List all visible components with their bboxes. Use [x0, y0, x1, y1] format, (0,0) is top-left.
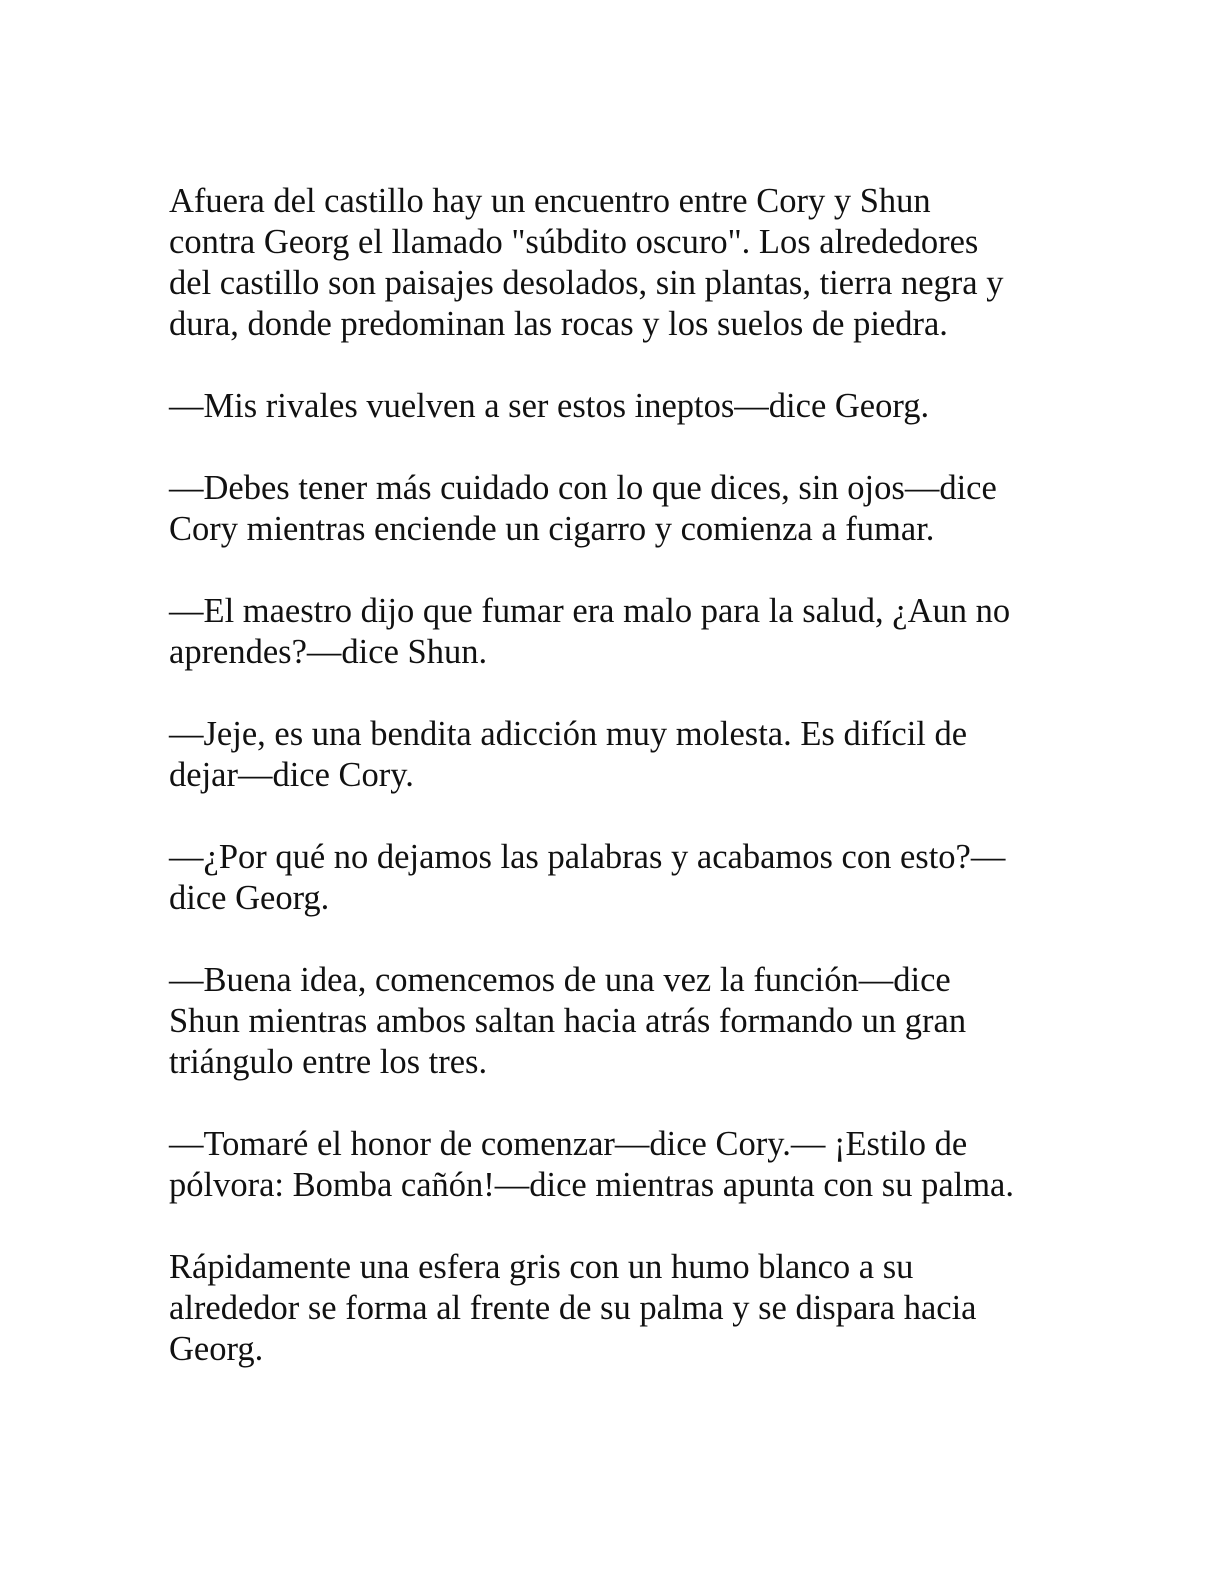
text-line: —¿Por qué no dejamos las palabras y acabamos con esto?— — [169, 838, 1006, 876]
text-line: Georg. — [169, 1330, 264, 1368]
text-line: del castillo son paisajes desolados, sin plantas, tierra negra y — [169, 264, 1004, 302]
text-line: —Buena idea, comencemos de una vez la función—dice — [169, 961, 951, 999]
paragraph-9 — [169, 1247, 1069, 1370]
text-line: triángulo entre los tres. — [169, 1043, 488, 1081]
text-line: —El maestro dijo que fumar era malo para la salud, ¿Aun no — [169, 592, 1011, 630]
body-text — [169, 181, 1069, 1411]
paragraph-7 — [169, 960, 1069, 1083]
text-line: —Tomaré el honor de comenzar—dice Cory.— ¡Estilo de — [169, 1125, 968, 1163]
paragraph-8 — [169, 1124, 1069, 1206]
paragraph-1 — [169, 181, 1069, 345]
text-line: contra Georg el llamado "súbdito oscuro". Los alrededores — [169, 223, 979, 261]
text-line: dejar—dice Cory. — [169, 756, 414, 794]
text-line: —Mis rivales vuelven a ser estos ineptos—dice Georg. — [169, 387, 930, 425]
paragraph-6 — [169, 837, 1069, 919]
text-line: —Jeje, es una bendita adicción muy molesta. Es difícil de — [169, 715, 968, 753]
paragraph-2 — [169, 386, 1069, 427]
text-line: pólvora: Bomba cañón!—dice mientras apunta con su palma. — [169, 1166, 1014, 1204]
text-line: Shun mientras ambos saltan hacia atrás formando un gran — [169, 1002, 967, 1040]
text-line: alrededor se forma al frente de su palma y se dispara hacia — [169, 1289, 977, 1327]
paragraph-3 — [169, 468, 1069, 550]
paragraph-5 — [169, 714, 1069, 796]
text-line: Cory mientras enciende un cigarro y comienza a fumar. — [169, 510, 935, 548]
text-line: dura, donde predominan las rocas y los suelos de piedra. — [169, 305, 948, 343]
text-line: dice Georg. — [169, 879, 330, 917]
text-line: —Debes tener más cuidado con lo que dices, sin ojos—dice — [169, 469, 997, 507]
paragraph-4 — [169, 591, 1069, 673]
text-line: aprendes?—dice Shun. — [169, 633, 488, 671]
text-line: Rápidamente una esfera gris con un humo blanco a su — [169, 1248, 914, 1286]
text-line: Afuera del castillo hay un encuentro entre Cory y Shun — [169, 182, 931, 220]
